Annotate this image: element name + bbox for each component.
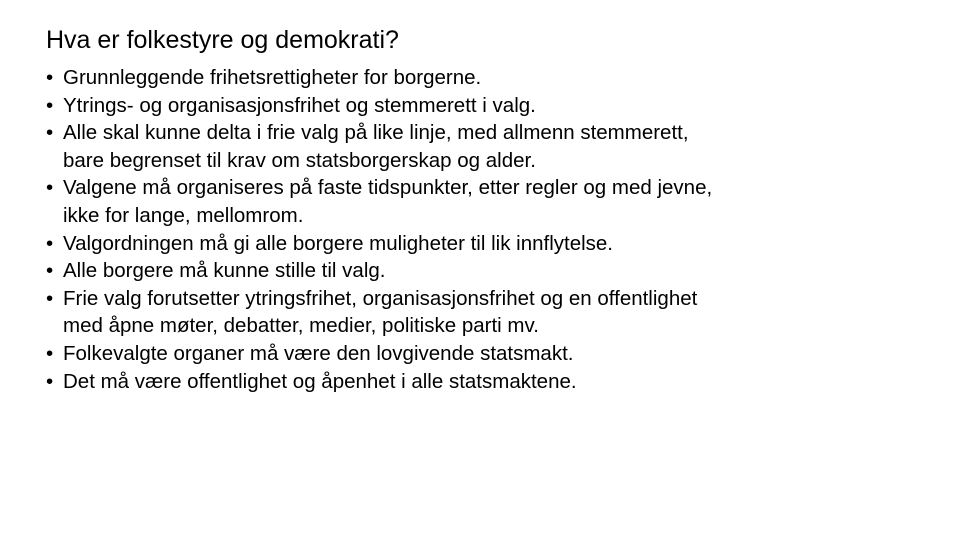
bullet-text: Alle skal kunne delta i frie valg på like linje, med allmenn stemmerett, bare begrenset til krav om statsborgerskap og alder. (63, 121, 689, 172)
bullet-item (46, 230, 926, 258)
bullet-text: Frie valg forutsetter ytringsfrihet, organisasjonsfrihet og en offentlighet med åpne møter, debatter, medier, politiske parti mv. (63, 286, 698, 338)
bullet-item (46, 285, 926, 340)
bullet-list (46, 64, 926, 395)
bullet-dot: • (46, 369, 54, 393)
bullet-item (46, 92, 926, 120)
bullet-dot: • (46, 286, 54, 310)
bullet-item (46, 119, 926, 174)
bullet-item (46, 257, 926, 285)
bullet-text: Alle borgere må kunne stille til valg. (63, 259, 386, 283)
bullet-dot: • (46, 341, 54, 365)
bullet-item (46, 64, 926, 92)
bullet-text: Valgordningen må gi alle borgere muligheter til lik innflytelse. (63, 231, 613, 255)
bullet-dot: • (46, 231, 54, 255)
bullet-text: Grunnleggende frihetsrettigheter for borgerne. (63, 66, 482, 89)
bullet-item (46, 368, 926, 396)
bullet-dot: • (46, 66, 54, 89)
slide-title: Hva er folkestyre og demokrati? (46, 26, 399, 54)
bullet-dot: • (46, 176, 54, 200)
bullet-text: Folkevalgte organer må være den lovgivende statsmakt. (63, 341, 574, 365)
bullet-text: Valgene må organiseres på faste tidspunkter, etter regler og med jevne, ikke for lange, mellomrom. (63, 176, 713, 227)
bullet-dot: • (46, 93, 54, 117)
bullet-item (46, 340, 926, 368)
bullet-dot: • (46, 121, 54, 145)
bullet-text: Ytrings- og organisasjonsfrihet og stemmerett i valg. (63, 93, 536, 117)
bullet-dot: • (46, 259, 54, 283)
bullet-item (46, 174, 926, 229)
bullet-text: Det må være offentlighet og åpenhet i alle statsmaktene. (63, 369, 577, 393)
